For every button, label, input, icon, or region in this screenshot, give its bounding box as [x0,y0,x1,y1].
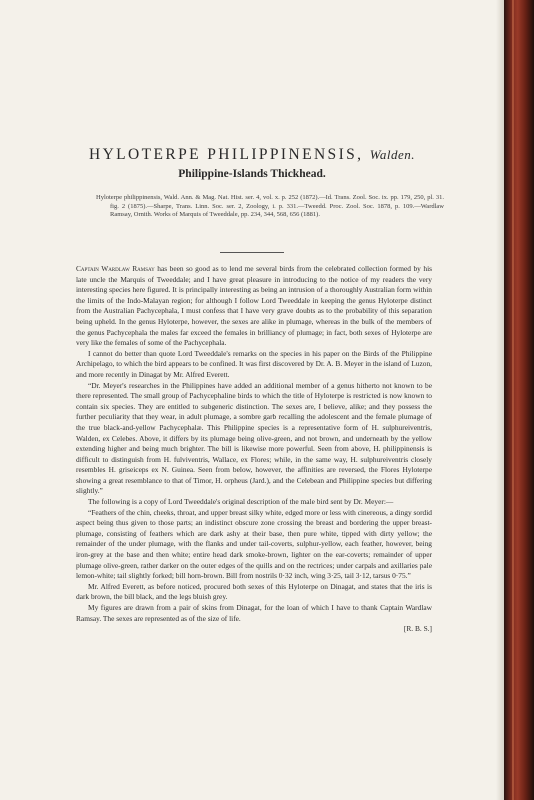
body-text [76,264,432,635]
page-title [0,146,504,164]
paragraph-1-text: has been so good as to lend me several birds from the celebrated collection formed by his late uncle the Marquis of Tweeddale; and I have great pleasure in introducing to the notice of my readers the very interesting species here figured. It is principally interesting as being an intrusion of a thoroughly Australian form within the limits of the Indo-Malayan region; for although I follow Lord Tweeddale in keeping the genus Hyloterpe distinct from the Australian Pachycephala, I must confess that I have very grave doubts as to the probability of this separation being upheld. In the genus Hyloterpe, however, the sexes are alike in plumage, whereas in the bulk of the members of the genus Pachycephala the males far exceed the females in brilliancy of plumage; in fact, both sexes of Hyloterpe are very like the females of some of the Pachycephala. [76,264,432,348]
paragraph-6: Mr. Alfred Everett, as before noticed, procured both sexes of this Hyloterpe on Dinagat, and states that the iris is dark brown, the bill black, and the legs bluish grey. [76,581,432,602]
title-text: HYLOTERPE PHILIPPINENSIS, [89,146,364,163]
synonymy-block: Hyloterpe philippinensis, Wald. Ann. & Mag. Nat. Hist. ser. 4, vol. x. p. 252 (1872).—Id. Trans. Zool. Soc. ix. pp. 179, 250, pl. 31. fig. 2 (1875).—Sharpe, Trans. Linn. Soc. ser. 2, Zoology, i. p. 331.—Tweedd. Proc. Zool. Soc. 1878, p. 109.—Wardlaw Ramsay, Ornith. Works of Marquis of Tweeddale, pp. 234, 344, 568, 656 (1881). [96,194,444,219]
divider-rule [220,252,284,253]
book-spine [504,0,534,800]
paragraph-5: “Feathers of the chin, cheeks, throat, and upper breast silky white, edged more or less with cinereous, a dingy sordid aspect being thus given to those parts; an indistinct obscure zone crossing the breast and bordering the upper breast-plumage, consisting of feathers which are dark ashy at their base, then pure white, tipped with dirty yellow; the remainder of the under plumage, with the flanks and under tail-coverts, sulphur-yellow, each feather, however, being iron-grey at the base and then white; entire head dark smoke-brown, lighter on the ear-coverts; remainder of upper plumage olive-green, rather darker on the outer edges of the quills and on the rectrices; under carpals and axillaries pale lemon-white; tail slightly forked; bill horn-brown. Bill from nostrils 0·32 inch, wing 3·25, tail 3·12, tarsus 0·75.” [76,507,432,581]
signature: [R. B. S.] [403,624,432,634]
page-edge [496,0,504,800]
paragraph-3: “Dr. Meyer's researches in the Philippines have added an additional member of a genus hitherto not known to be there represented. The small group of Pachycephaline birds to which the title of Hyloterpe is restricted is now known to contain six species. They are entitled to subgeneric distinction. The sexes are, I believe, alike; and they possess the further peculiarity that they wear, in adult plumage, a sombre garb recalling the adolescent and the female plumage of the true black-and-yellow Pachycephalæ. This Philippine species is a representative form of H. sulphureiventris, Walden, ex Celebes. Above, it differs by its plumage being olive-green, and not brown, and underneath by the yellow extending higher and being much brighter. The bill is likewise more powerful. Seen from above, H. philippinensis is difficult to distinguish from H. fulviventris, Wallace, ex Flores; while, in the same way, H. sulphureiventris closely resembles H. griseiceps ex N. Guinea. Seen from below, however, the affinities are reversed, the Flores Hyloterpe showing a great resemblance to that of Timor, H. orpheus (Jard.), and the Celebean and Philippine species but differing slightly.” [76,380,432,496]
paragraph-1-lead: Captain Wardlaw Ramsay [76,264,155,273]
page-subtitle: Philippine-Islands Thickhead. [178,168,326,180]
paragraph-1 [76,264,432,349]
title-author: Walden. [369,147,415,162]
paragraph-7: My figures are drawn from a pair of skins from Dinagat, for the loan of which I have to thank Captain Wardlaw Ramsay. The sexes are represented as of the size of life. [76,603,432,623]
spine-stripe [512,0,514,800]
paragraph-2: I cannot do better than quote Lord Tweeddale's remarks on the species in his paper on the Birds of the Philippine Archipelago, to which the bird appears to be confined. It was first discovered by Dr. A. B. Meyer in the island of Luzon, and more recently in Dinagat by Mr. Alfred Everett. [76,348,432,379]
paragraph-4: The following is a copy of Lord Tweeddale's original description of the male bird sent by Dr. Meyer:— [88,497,394,507]
